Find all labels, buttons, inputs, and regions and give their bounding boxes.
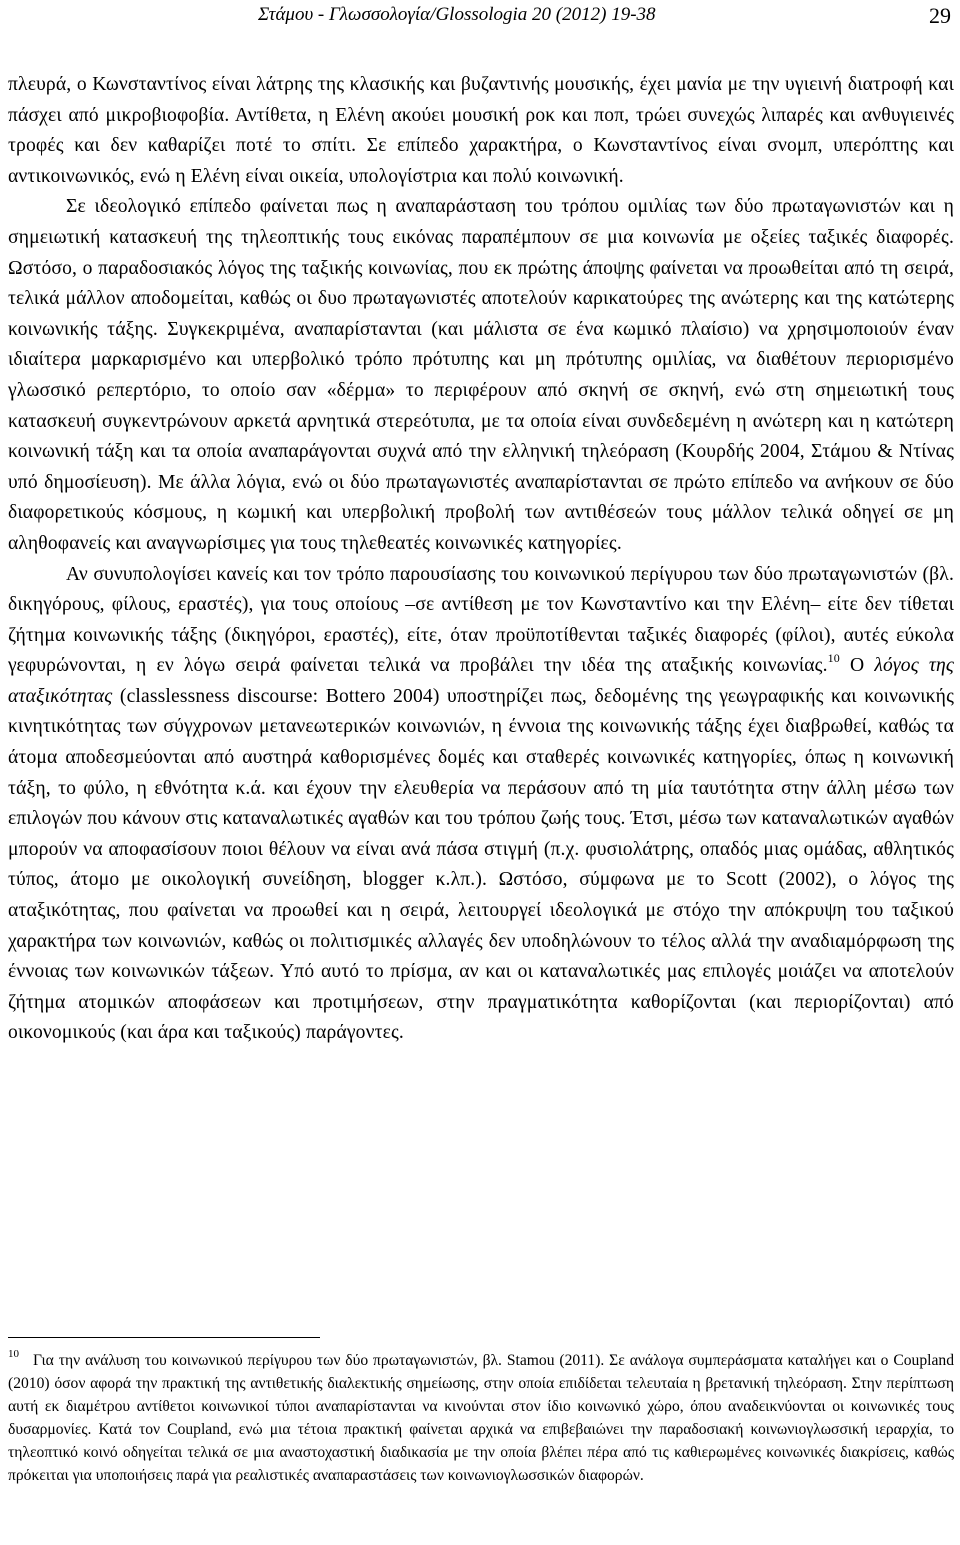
footnote xyxy=(8,1349,954,1488)
paragraph-3 xyxy=(8,560,954,1050)
footnote-text: Για την ανάλυση του κοινωνικού περίγυρου των δύο πρωταγωνιστών, βλ. Stamou (2011). Σε ανάλογα συμπεράσματα καταλήγει και ο Coupland (2010) όσον αφορά την πρακτική της αντιθετικής διαλεκτικής σημείωσης, στην οποία επιδίδεται τελευταία η βρετανική τηλεόραση. Στην περίπτωση αυτή εκ διαμέτρου αντίθετοι κοινωνικοί τύποι αναπαρίστανται να κινούνται στον ίδιο κοινωνικό χώρο, όπου αναδεικνύονται οι κοινωνικές τους δυσαρμονίες. Κατά τον Coupland, ενώ μια τέτοια πρακτική φαίνεται αρχικά να επιβεβαιώνει την παραδοσιακή κοινωνιογλωσσική ιεραρχία, το τηλεοπτικό κοινό οδηγείται τελικά σε μια αναστοχαστική διαδικασία με την οποία βλέπει πέρα από τις καθιερωμένες κοινωνικές διακρίσεις, καθώς πρόκειται για υποποιήσεις παρά για ρεαλιστικές αναπαραστάσεις των κοινωνιογλωσσικών διαφορών. xyxy=(8,1352,954,1485)
paragraph-3-lead: Ο xyxy=(839,655,875,677)
paragraph-3-text: Αν συνυπολογίσει κανείς και τον τρόπο παρουσίασης του κοινωνικού περίγυρου των δύο πρωταγωνιστών (βλ. δικηγόρους, φίλους, εραστές), για τους οποίους –σε αντίθεση με τον Κωνσταντίνο και την Ελένη– είτε δεν τίθεται ζήτημα κοινωνικής τάξης (δικηγόροι, εραστές), είτε, όταν προϋποτίθενται ταξικές διαφορές (φίλοι), αυτές εύκολα γεφυρώνονται, η εν λόγω σειρά φαίνεται τελικά να προβάλει την ιδέα της αταξικής κοινωνίας. xyxy=(8,563,954,677)
paragraph-1: πλευρά, ο Κωνσταντίνος είναι λάτρης της κλασικής και βυζαντινής μουσικής, έχει μανία με την υγιεινή διατροφή και πάσχει από μικροβιοφοβία. Αντίθετα, η Ελένη ακούει μουσική ροκ και ποπ, τρώει συνεχώς λιπαρές και ανθυγιεινές τροφές και δεν καθαρίζει ποτέ το σπίτι. Σε επίπεδο χαρακτήρα, ο Κωνσταντίνος είναι σνομπ, υπερόπτης και αντικοινωνικός, ενώ η Ελένη είναι οικεία, υπολογίστρια και πολύ κοινωνική. xyxy=(8,74,954,187)
page-number: 29 xyxy=(929,3,951,28)
footnote-reference[interactable]: 10 xyxy=(827,651,840,666)
paragraph-2: Σε ιδεολογικό επίπεδο φαίνεται πως η αναπαράσταση του τρόπου ομιλίας των δύο πρωταγωνιστών και η σημειωτική κατασκευή της τηλεοπτικής τους εικόνας παραπέμπουν σε μια κοινωνία με οξείες ταξικές διαφορές. Ωστόσο, ο παραδοσιακός λόγος της ταξικής κοινωνίας, που εκ πρώτης άποψης φαίνεται να προωθείται από τη σειρά, τελικά μάλλον αποδομείται, καθώς οι δυο πρωταγωνιστές αποτελούν καρικατούρες της ανώτερης και της κατώτερης κοινωνικής τάξης. Συγκεκριμένα, αναπαρίστανται (και μάλιστα σε ένα κωμικό πλαίσιο) να χρησιμοποιούν έναν ιδιαίτερα μαρκαρισμένο και υπερβολικό τρόπο πρότυπης και μη πρότυπης ομιλίας, να διαθέτουν περιορισμένο γλωσσικό ρεπερτόριο, το οποίο σαν «δέρμα» το περιφέρουν από σκηνή σε σκηνή, ενώ στη σημειωτική τους κατασκευή συγκεντρώνουν αρκετά αρνητικά στερεότυπα, με τα οποία είναι συνδεδεμένη η ανώτερη και η κατώτερη κοινωνική τάξη και τα οποία αναπαράγονται συχνά από την ελληνική τηλεόραση (Κουρδής 2004, Στάμου & Ντίνας υπό δημοσίευση). Με άλλα λόγια, ενώ οι δύο πρωταγωνιστές αναπαρίστανται σε πρώτο επίπεδο να ανήκουν σε δύο διαφορετικούς κόσμους, η κωμική και υπερβολική προβολή των αντιθέσεών τους μάλλον τελικά οδηγεί σε μη αληθοφανείς και αναγνωρίσιμες για τους τηλεθεατές κοινωνικές κατηγορίες. xyxy=(8,196,954,554)
footnote-number: 10 xyxy=(8,1348,19,1360)
footnote-divider xyxy=(8,1337,320,1338)
running-header: Στάμου - Γλωσσολογία/Glossologia 20 (2012) 19-38 xyxy=(258,4,656,25)
italic-term: λόγος της αταξικότητας xyxy=(8,655,954,707)
body-text xyxy=(8,70,954,1049)
paragraph-3-rest: (classlessness discourse: Bottero 2004) υποστηρίζει πως, δεδομένης της γεωγραφικής και κοινωνικής κινητικότητας των σύγχρονων μετανεωτερικών κοινωνιών, η έννοια της κοινωνικής τάξης έχει διαβρωθεί, καθώς τα άτομα αποδεσμεύονται από αυστηρά καθορισμένες δομές και σταθερές κοινωνικές κατηγορίες, όπως η κοινωνική τάξη, το φύλο, η εθνότητα κ.ά. και έχουν την ελευθερία να περάσουν από τη μία ταυτότητα στην άλλη μέσω των επιλογών που κάνουν στις καταναλωτικές αγαθών και του τρόπου ζωής τους. Έτσι, μέσω των καταναλωτικών αγαθών μπορούν να αποφασίσουν ποιοι θέλουν να είναι ανά πάσα στιγμή (π.χ. φυσιολάτρης, οπαδός μιας ομάδας, αθλητικός τύπος, άτομο με οικολογική συνείδηση, blogger κ.λπ.). Ωστόσο, σύμφωνα με το Scott (2002), ο λόγος της αταξικότητας, που φαίνεται να προωθεί και η σειρά, λειτουργεί ιδεολογικά με στόχο την απόκρυψη του ταξικού χαρακτήρα των κοινωνιών, καθώς οι πολιτισμικές αλλαγές δεν υποδηλώνουν το τέλος αλλά την αναδιαμόρφωση της έννοιας των κοινωνικών τάξεων. Υπό αυτό το πρίσμα, αν και οι καταναλωτικές μας επιλογές μοιάζει να αποτελούν ζήτημα ατομικών αποφάσεων και προτιμήσεων, στην πραγματικότητα καθορίζονται (και περιορίζονται) από οικονομικούς (και άρα και ταξικούς) παράγοντες. xyxy=(8,685,955,1044)
